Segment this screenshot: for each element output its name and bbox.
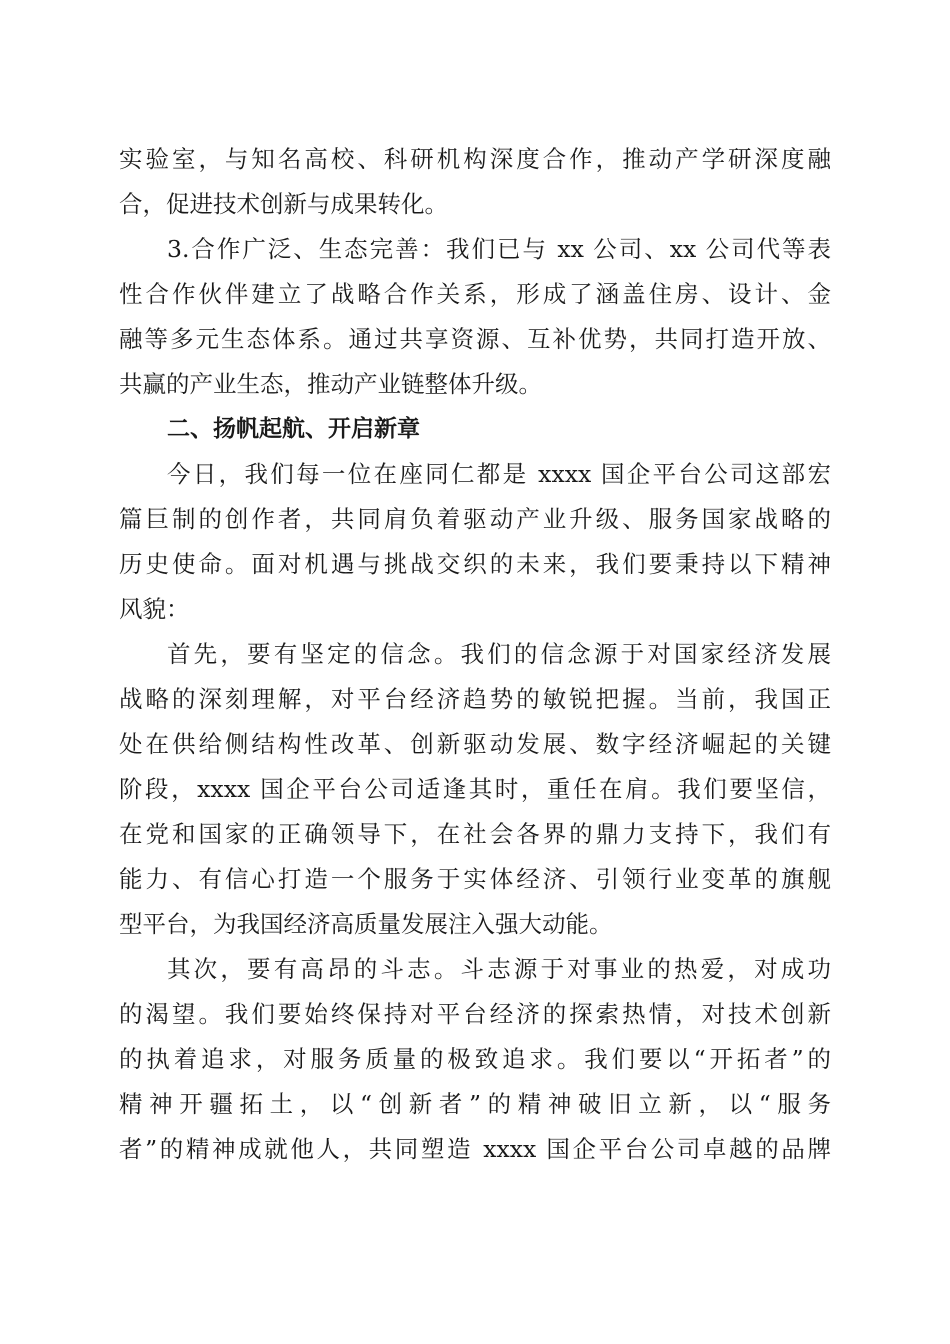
paragraph-line: 阶段，xxxx 国企平台公司适逢其时，重任在肩。我们要坚信， [119,775,831,803]
paragraph-line: 在党和国家的正确领导下，在社会各界的鼎力支持下，我们有 [119,820,831,848]
paragraph-line: 型平台，为我国经济高质量发展注入强大动能。 [119,910,613,938]
paragraph-line: 战略的深刻理解，对平台经济趋势的敏锐把握。当前，我国正 [119,685,831,713]
paragraph-line: 风貌： [119,595,190,623]
paragraph-line: 共赢的产业生态，推动产业链整体升级。 [119,370,542,398]
paragraph-line: 今日，我们每一位在座同仁都是 xxxx 国企平台公司这部宏 [167,460,831,488]
paragraph-line: 篇巨制的创作者，共同肩负着驱动产业升级、服务国家战略的 [119,505,831,533]
paragraph-line: 实验室，与知名高校、科研机构深度合作，推动产学研深度融 [119,145,831,173]
paragraph-line: 的渴望。我们要始终保持对平台经济的探索热情，对技术创新 [119,1000,831,1028]
paragraph-line: 合，促进技术创新与成果转化。 [119,190,448,218]
paragraph-line: 能力、有信心打造一个服务于实体经济、引领行业变革的旗舰 [119,865,831,893]
paragraph-line: 其次，要有高昂的斗志。斗志源于对事业的热爱，对成功 [167,955,831,983]
paragraph-line: 者”的精神成就他人，共同塑造 xxxx 国企平台公司卓越的品牌 [119,1135,831,1163]
document-body [119,137,831,1172]
paragraph-line: 3.合作广泛、生态完善：我们已与 xx 公司、xx 公司代等表 [167,235,831,263]
paragraph-line: 首先，要有坚定的信念。我们的信念源于对国家经济发展 [167,640,831,668]
paragraph-line: 处在供给侧结构性改革、创新驱动发展、数字经济崛起的关键 [119,730,831,758]
paragraph-line: 的执着追求，对服务质量的极致追求。我们要以“开拓者”的 [119,1045,831,1073]
section-heading: 二、扬帆起航、开启新章 [167,416,420,442]
paragraph-line: 性合作伙伴建立了战略合作关系，形成了涵盖住房、设计、金 [119,280,831,308]
paragraph-line: 历史使命。面对机遇与挑战交织的未来，我们要秉持以下精神 [119,550,831,578]
paragraph-line: 融等多元生态体系。通过共享资源、互补优势，共同打造开放、 [119,325,831,353]
paragraph-line: 精神开疆拓土，以“创新者”的精神破旧立新，以“服务 [119,1090,831,1118]
